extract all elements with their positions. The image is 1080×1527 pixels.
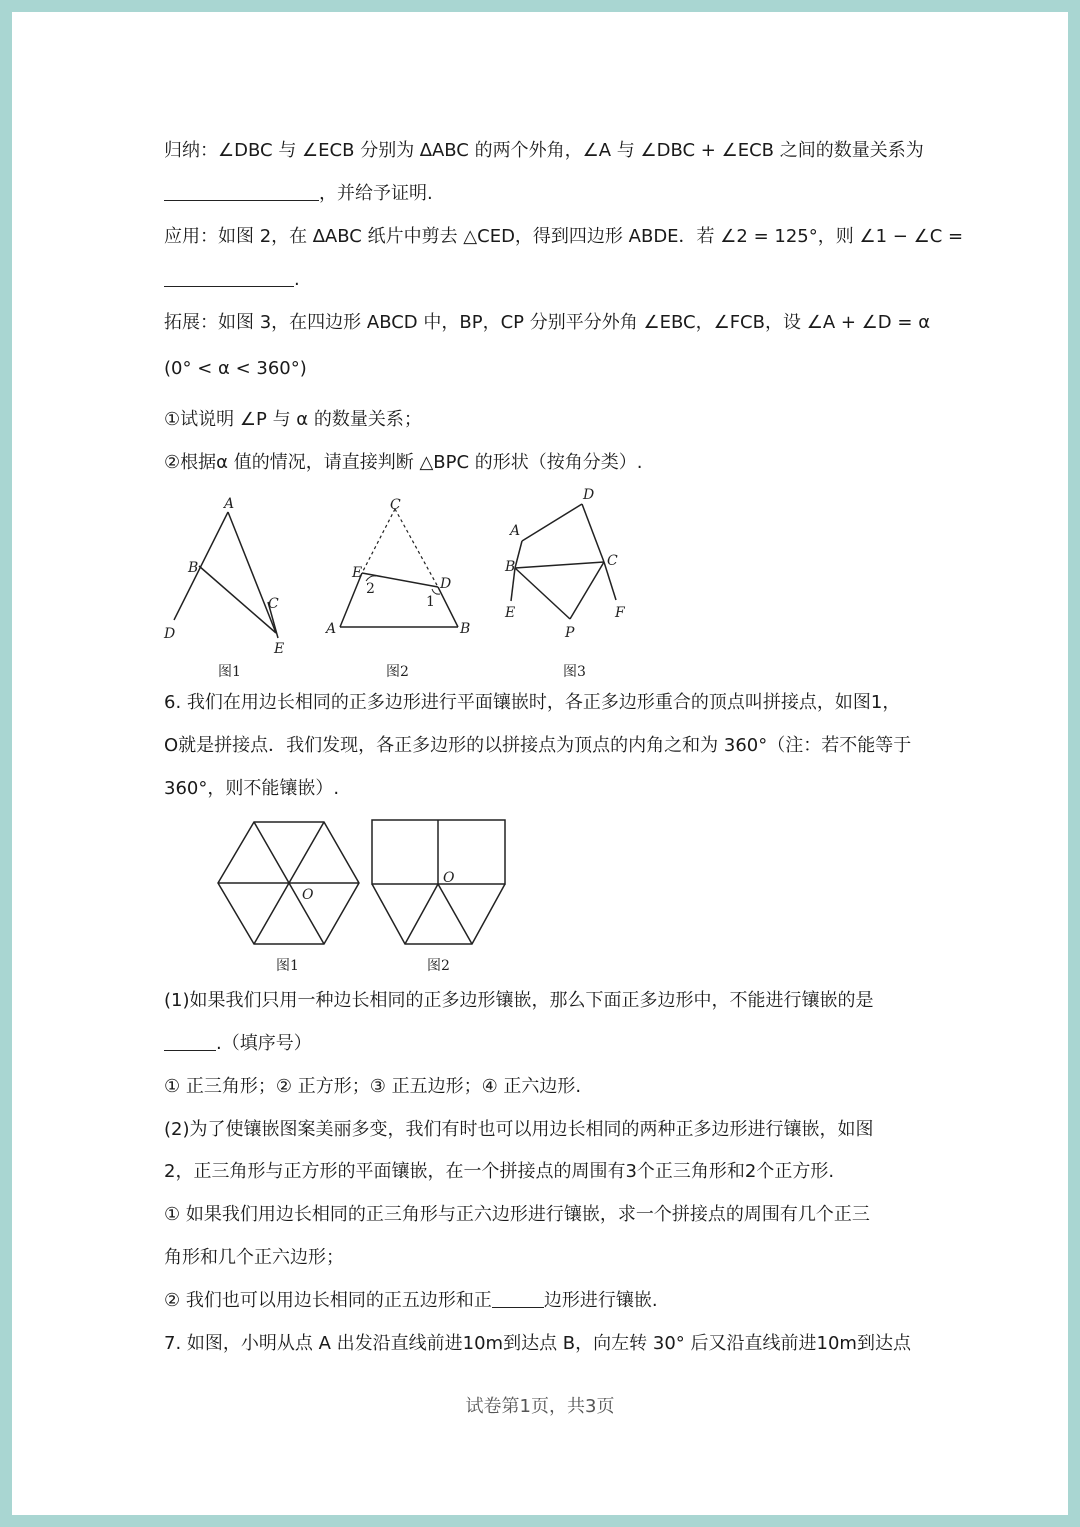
application-line-2 — [164, 267, 300, 293]
label-D: D — [583, 487, 595, 503]
extension-q2: ②根据α 值的情况，请直接判断 △BPC 的形状（按角分类）. — [164, 452, 643, 473]
label-B: B — [460, 621, 471, 637]
induction-line-1: 归纳：∠DBC 与 ∠ECB 分别为 ∆ABC 的两个外角，∠A 与 ∠DBC + ∠ECB 之间的数量关系为 — [164, 140, 924, 161]
label-A: A — [510, 523, 521, 539]
label-C: C — [607, 553, 618, 569]
induction-line-2-text: ，并给予证明. — [319, 183, 433, 204]
q6-part1-line-1: (1)如果我们只用一种边长相同的正多边形镶嵌，那么下面正多边形中，不能进行镶嵌的是 — [164, 990, 874, 1011]
figure-3-caption: 图3 — [563, 664, 586, 680]
q6-part2-q2-text-a: ② 我们也可以用边长相同的正五边形和正 — [164, 1290, 492, 1311]
q6-line-3: 360°，则不能镶嵌）. — [164, 778, 340, 799]
label-D: D — [164, 626, 176, 642]
figure-2-caption: 图2 — [386, 664, 409, 680]
q6-part2-line-2: 2，正三角形与正方形的平面镶嵌，在一个拼接点的周围有3个正三角形和2个正方形. — [164, 1161, 835, 1182]
figure-square-caption: 图2 — [427, 958, 450, 974]
figure-1-triangle — [150, 490, 300, 685]
q6-part2-q1-line-1: ① 如果我们用边长相同的正三角形与正六边形进行镶嵌，求一个拼接点的周围有几个正三 — [164, 1204, 870, 1225]
label-A: A — [326, 621, 337, 637]
figure-hexagon-tiling — [210, 816, 370, 978]
application-line-2-text: . — [294, 269, 300, 290]
label-E: E — [352, 565, 363, 581]
answer-blank[interactable] — [164, 184, 319, 201]
q6-options: ① 正三角形；② 正方形；③ 正五边形；④ 正六边形. — [164, 1076, 582, 1097]
q6-part1-line-2-text: .（填序号） — [216, 1033, 312, 1054]
label-angle-2: 2 — [366, 581, 375, 597]
label-B: B — [505, 559, 516, 575]
label-C: C — [268, 596, 279, 612]
induction-line-2 — [164, 181, 433, 207]
extension-line-2: (0° < α < 360°) — [164, 358, 307, 379]
q7-line-1: 7. 如图，小明从点 A 出发沿直线前进10m到达点 B，向左转 30° 后又沿直线前进10m到达点 — [164, 1333, 911, 1354]
label-angle-1: 1 — [426, 594, 435, 610]
figure-1-caption: 图1 — [218, 664, 241, 680]
q6-part2-q1-line-2: 角形和几个正六边形； — [164, 1247, 344, 1268]
label-O: O — [302, 887, 314, 903]
q6-part2-line-1: (2)为了使镶嵌图案美丽多变，我们有时也可以用边长相同的两种正多边形进行镶嵌，如图 — [164, 1119, 874, 1140]
label-D: D — [440, 576, 452, 592]
answer-blank[interactable] — [492, 1291, 544, 1308]
label-E: E — [505, 605, 516, 621]
q6-line-2: O就是拼接点．我们发现，各正多边形的以拼接点为顶点的内角之和为 360°（注：若不能等于 — [164, 735, 912, 756]
answer-blank[interactable] — [164, 270, 294, 287]
label-C: C — [390, 497, 401, 513]
label-O: O — [443, 870, 455, 886]
q6-part1-line-2 — [164, 1031, 312, 1057]
figure-square-triangle-tiling — [365, 816, 515, 978]
figure-3-quadrilateral — [495, 483, 645, 683]
q6-part2-q2-text-b: 边形进行镶嵌. — [543, 1290, 658, 1311]
q6-line-1: 6. 我们在用边长相同的正多边形进行平面镶嵌时，各正多边形重合的顶点叫拼接点，如图1， — [164, 692, 901, 713]
label-E: E — [274, 641, 285, 657]
q6-part2-q2 — [164, 1288, 658, 1314]
extension-q1: ①试说明 ∠P 与 α 的数量关系； — [164, 409, 422, 430]
answer-blank[interactable] — [164, 1034, 216, 1051]
extension-line-1: 拓展：如图 3，在四边形 ABCD 中，BP，CP 分别平分外角 ∠EBC，∠FCB，设 ∠A + ∠D = α — [164, 312, 931, 333]
figure-2-quadrilateral — [318, 495, 478, 685]
figure-hexagon-caption: 图1 — [276, 958, 299, 974]
label-F: F — [615, 605, 625, 621]
application-line-1: 应用：如图 2，在 ∆ABC 纸片中剪去 △CED，得到四边形 ABDE．若 ∠2 = 125°，则 ∠1 − ∠C = — [164, 226, 964, 247]
page-footer: 试卷第1页，共3页 — [465, 1396, 615, 1417]
label-B: B — [188, 560, 199, 576]
label-A: A — [224, 496, 235, 512]
label-P: P — [565, 625, 575, 641]
